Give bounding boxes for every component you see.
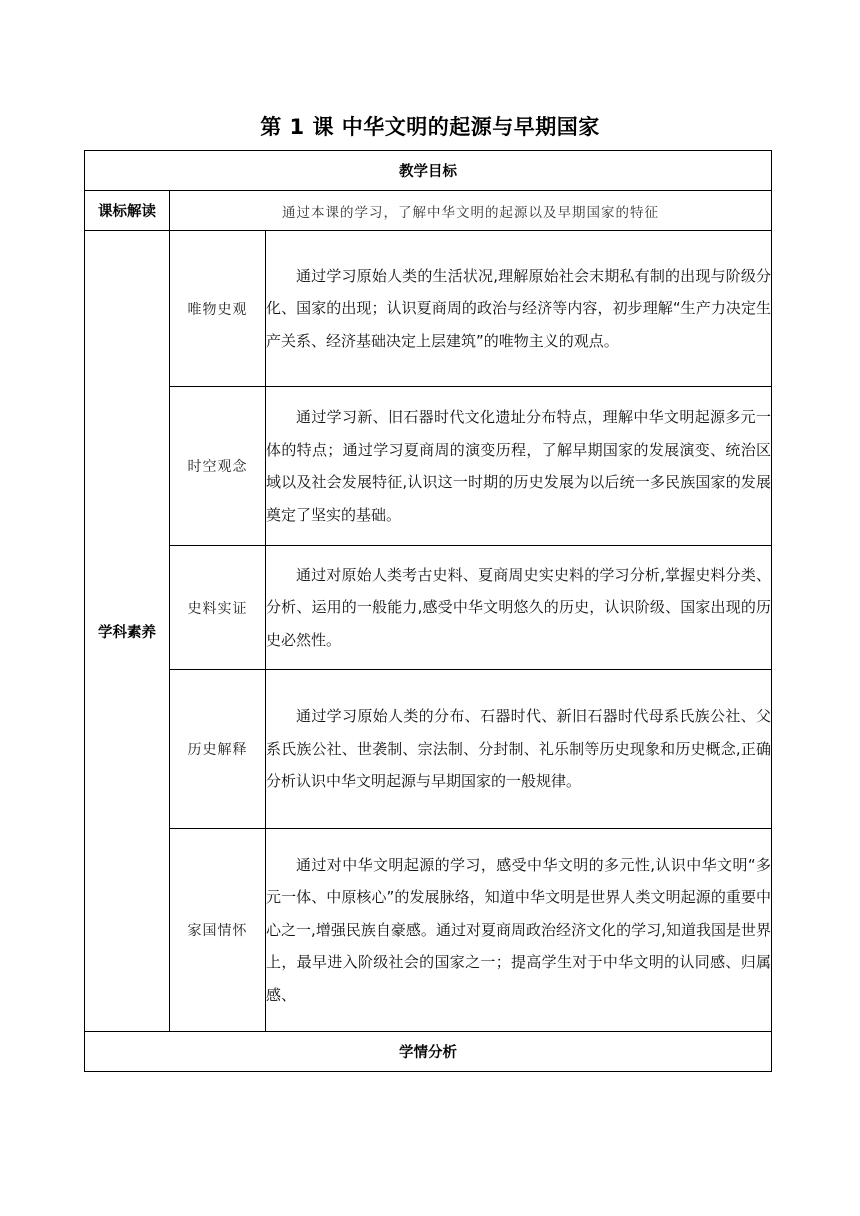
literacy-item-text: 通过对中华文明起源的学习，感受中华文明的多元性,认识中华文明“多元一体、中原核心”的发展脉络，知道中华文明是世界人类文明起源的重要中心之一,增强民族自豪感。通过对夏商周政治经济文化的学习,知道我国是世界上，最早进入阶级社会的国家之一；提高学生对于中华文明的认同感、归属感、 [266, 829, 772, 1032]
standard-text: 通过本课的学习，了解中华文明的起源以及早期国家的特征 [170, 191, 772, 231]
literacy-item-label: 史料实证 [170, 546, 266, 670]
literacy-row-5 [85, 829, 772, 1032]
literacy-item-label: 家国情怀 [170, 829, 266, 1032]
literacy-row-4 [85, 670, 772, 829]
literacy-item-label: 时空观念 [170, 387, 266, 546]
standard-label: 课标解读 [85, 191, 170, 231]
literacy-item-text: 通过对原始人类考古史料、夏商周史实史料的学习分析,掌握史料分类、分析、运用的一般能力,感受中华文明悠久的历史，认识阶级、国家出现的历史必然性。 [266, 546, 772, 670]
page-title: 第 1 课 中华文明的起源与早期国家 [260, 115, 600, 139]
literacy-item-label: 历史解释 [170, 670, 266, 829]
literacy-row-2 [85, 387, 772, 546]
teaching-goals-header-row [85, 151, 772, 191]
literacy-item-text: 通过学习原始人类的分布、石器时代、新旧石器时代母系氏族公社、父系氏族公社、世袭制、宗法制、分封制、礼乐制等历史现象和历史概念,正确分析认识中华文明起源与早期国家的一般规律。 [266, 670, 772, 829]
literacy-item-text: 通过学习新、旧石器时代文化遗址分布特点，理解中华文明起源多元一体的特点；通过学习夏商周的演变历程，了解早期国家的发展演变、统治区域以及社会发展特征,认识这一时期的历史发展为以后统一多民族国家的发展奠定了坚实的基础。 [266, 387, 772, 546]
lesson-plan-table [84, 150, 772, 1072]
learning-analysis-header: 学情分析 [85, 1032, 772, 1072]
literacy-item-label: 唯物史观 [170, 231, 266, 387]
learning-analysis-header-row [85, 1032, 772, 1072]
standard-row [85, 191, 772, 231]
literacy-item-text: 通过学习原始人类的生活状况,理解原始社会末期私有制的出现与阶级分化、国家的出现；认识夏商周的政治与经济等内容，初步理解“生产力决定生产关系、经济基础决定上层建筑”的唯物主义的观点。 [266, 231, 772, 387]
teaching-goals-header: 教学目标 [85, 151, 772, 191]
literacy-row-3 [85, 546, 772, 670]
literacy-row-1 [85, 231, 772, 387]
literacy-label: 学科素养 [85, 231, 170, 1032]
